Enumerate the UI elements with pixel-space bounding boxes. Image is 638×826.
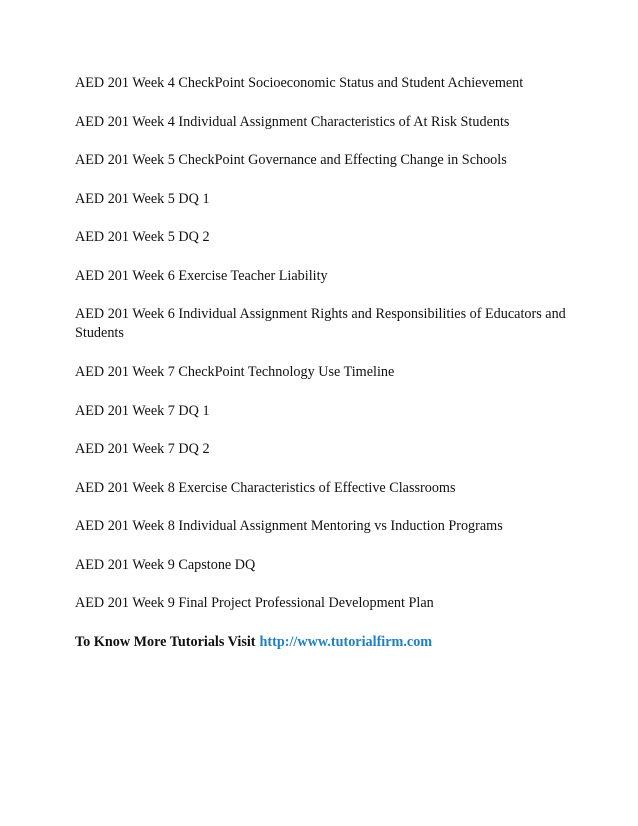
list-item: AED 201 Week 7 CheckPoint Technology Use Timeline — [75, 364, 395, 380]
list-item: AED 201 Week 5 DQ 2 — [75, 229, 210, 245]
document-content — [75, 74, 575, 652]
list-item: AED 201 Week 7 DQ 2 — [75, 441, 210, 457]
list-item: AED 201 Week 5 DQ 1 — [75, 190, 210, 207]
list-item: AED 201 Week 4 CheckPoint Socioeconomic Status and Student Achievement — [75, 75, 524, 91]
list-item: AED 201 Week 6 Individual Assignment Rights and Responsibilities of Educators and Students — [75, 306, 566, 341]
list-item: AED 201 Week 6 Exercise Teacher Liability — [75, 267, 328, 284]
list-item: AED 201 Week 7 DQ 1 — [75, 402, 210, 419]
footer-label: To Know More Tutorials Visit — [75, 633, 256, 650]
list-item: AED 201 Week 8 Individual Assignment Mentoring vs Induction Programs — [75, 518, 503, 534]
tutorial-link[interactable]: http://www.tutorialfirm.com — [259, 633, 433, 650]
footer-line — [75, 633, 575, 652]
list-item: AED 201 Week 8 Exercise Characteristics of Effective Classrooms — [75, 479, 456, 496]
list-item: AED 201 Week 4 Individual Assignment Characteristics of At Risk Students — [75, 113, 510, 130]
list-item: AED 201 Week 9 Final Project Professional Development Plan — [75, 595, 434, 611]
list-item: AED 201 Week 9 Capstone DQ — [75, 556, 256, 573]
list-item: AED 201 Week 5 CheckPoint Governance and Effecting Change in Schools — [75, 152, 507, 168]
